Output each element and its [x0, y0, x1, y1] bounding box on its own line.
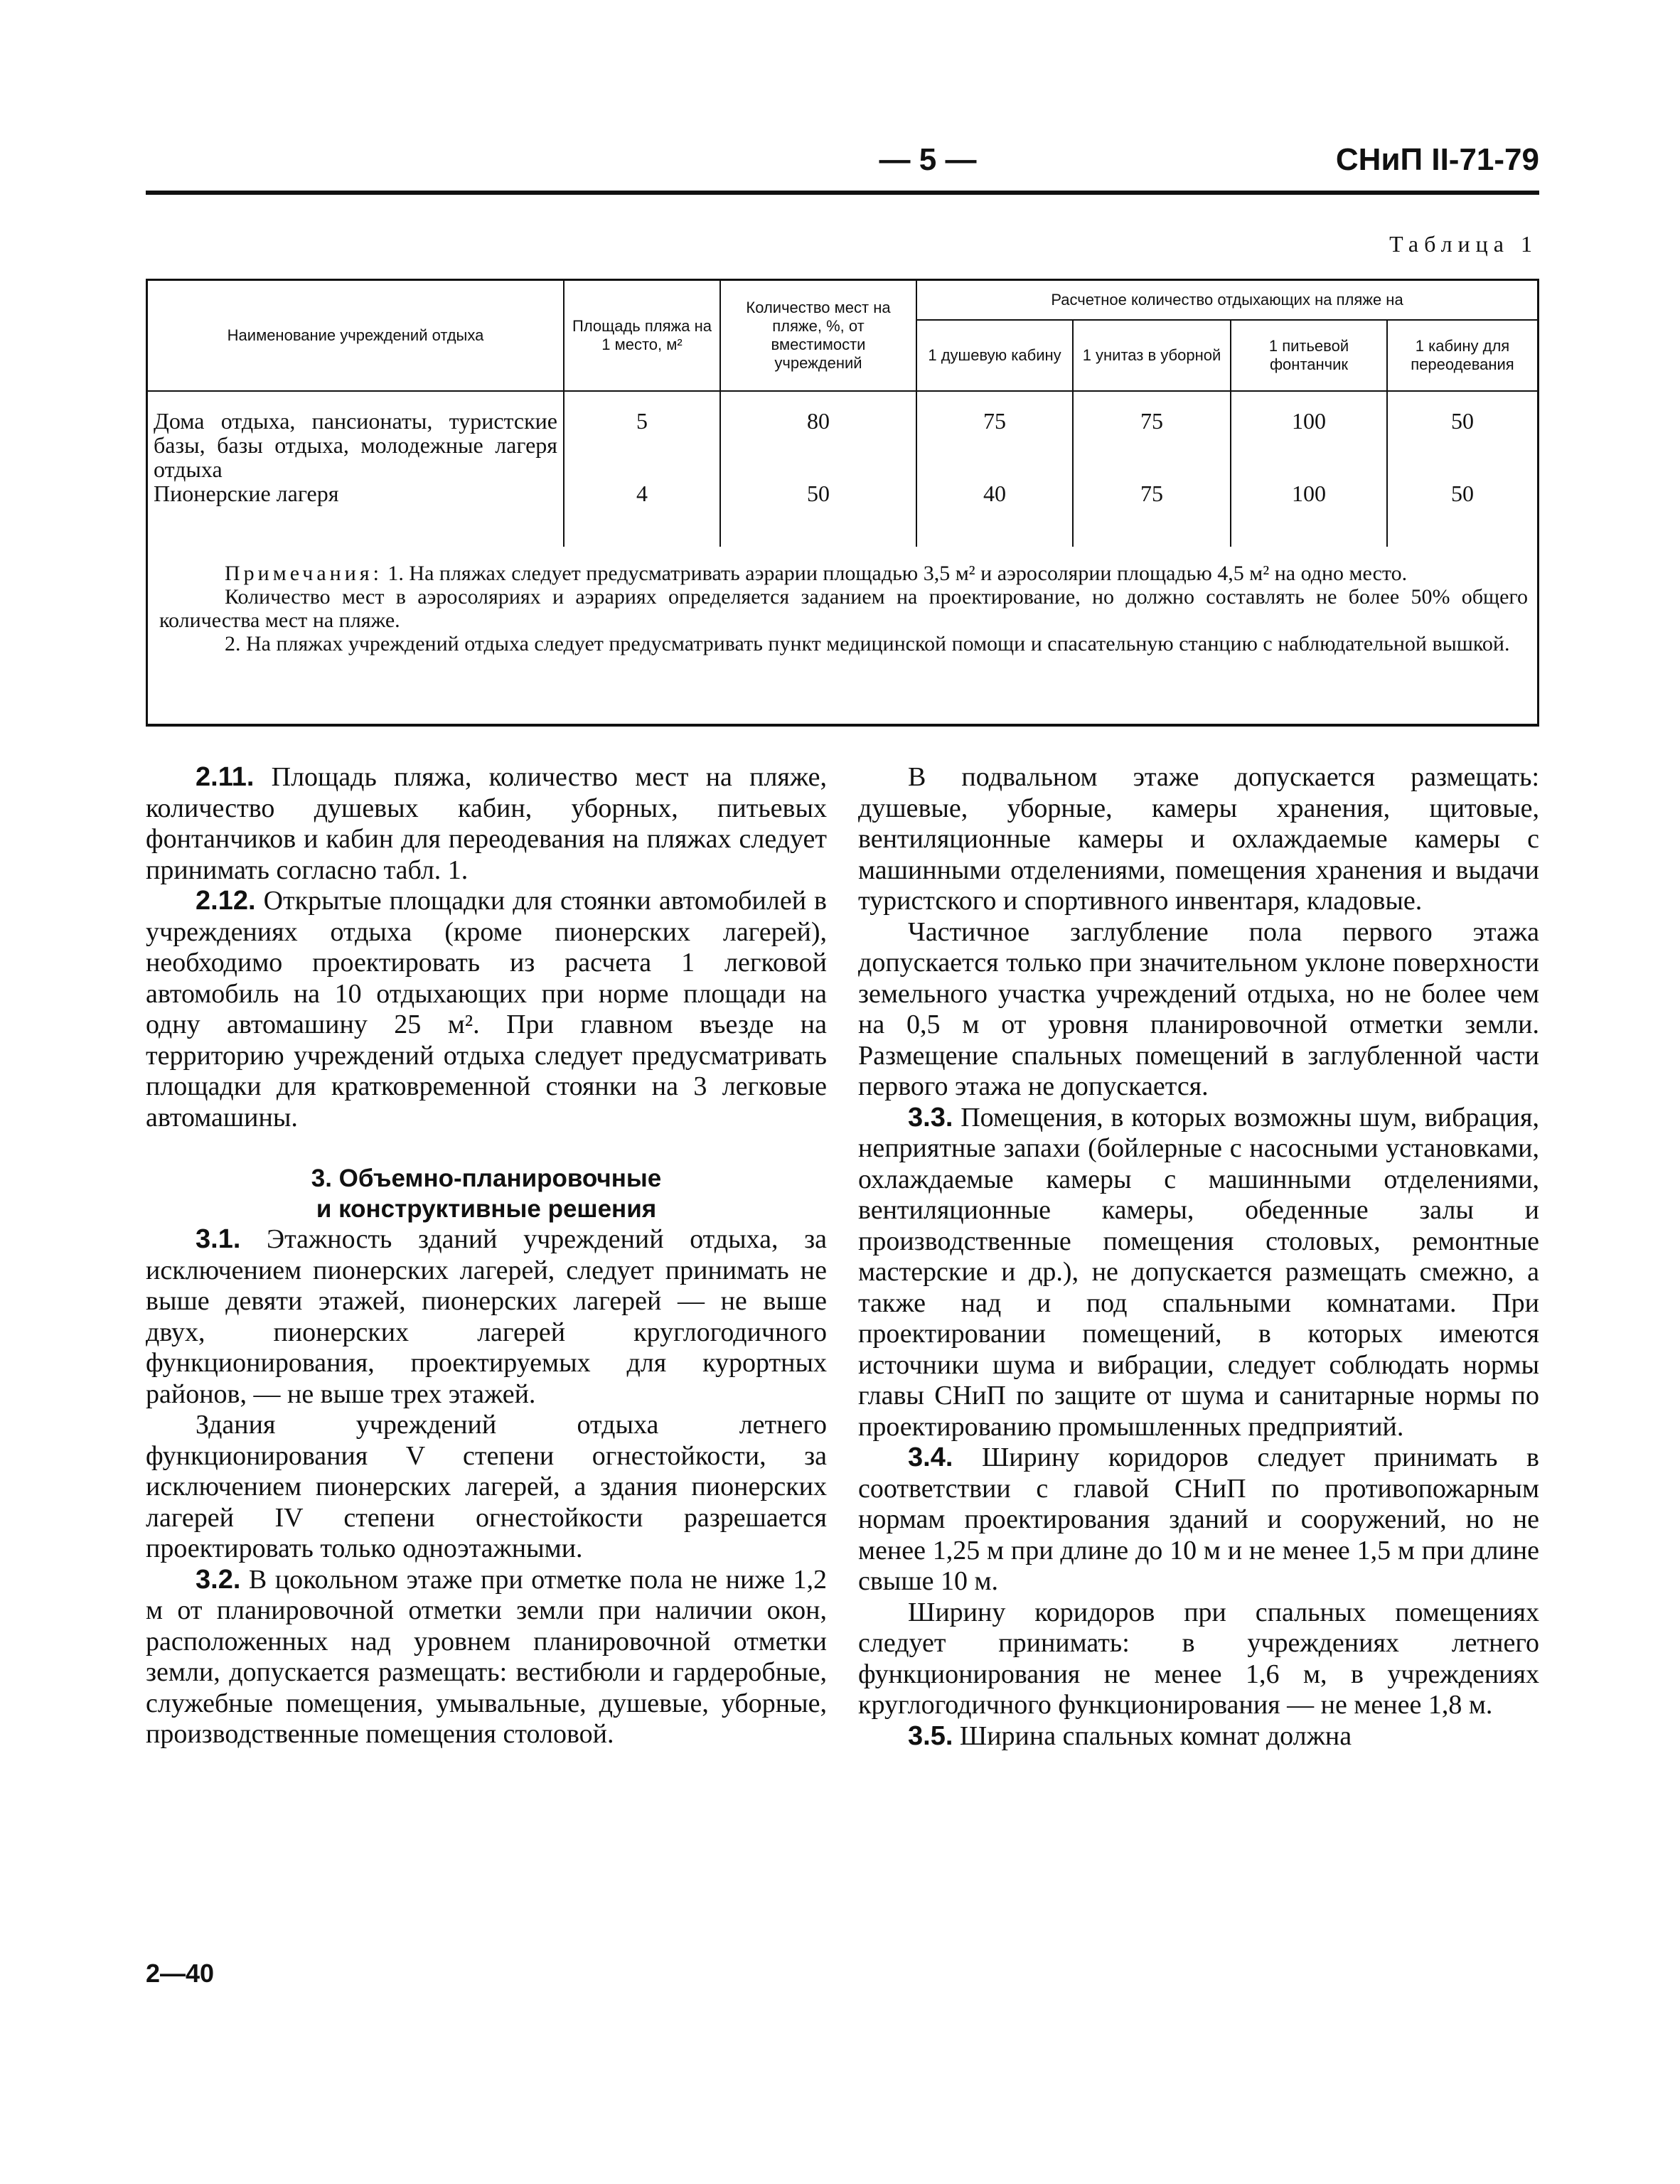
row-places: 80	[720, 409, 916, 481]
paragraph-3-3	[858, 1103, 1539, 1443]
header-rule	[146, 191, 1539, 195]
table-grid	[148, 281, 1537, 547]
section-title	[146, 1163, 827, 1224]
header-beach-area: Площадь пляжа на 1 место, м²	[564, 281, 720, 391]
row-name: Пионерские лагеря	[148, 481, 564, 505]
row-toilet: 75	[1073, 409, 1231, 481]
clause-number: 3.2.	[196, 1564, 241, 1595]
row-fountain: 100	[1231, 481, 1387, 505]
table-caption: Таблица 1	[1389, 231, 1538, 257]
table-notes	[159, 562, 1528, 655]
row-shower: 75	[916, 409, 1073, 481]
clause-number: 3.5.	[908, 1720, 953, 1751]
clause-number: 2.11.	[196, 762, 255, 792]
table-row	[148, 409, 1537, 481]
paragraph-2-12	[146, 886, 827, 1133]
section-title-line-2: и конструктивные решения	[316, 1195, 657, 1223]
paragraph-text: Ширину коридоров следует принимать в соответствии с главой СНиП по противопожарным нормам проектирования зданий и сооружений, но не менее 1,25 м при длине до 10 м и не менее 1,5 м при длине свыше 10 м.	[858, 1442, 1539, 1596]
paragraph-3-1	[146, 1224, 827, 1410]
table-row	[148, 481, 1537, 505]
paragraph-text: Открытые площадки для стоянки автомобилей в учреждениях отдыха (кроме пионерских лагерей), необходимо проектировать из расчета 1 легковой автомобиль на 10 отдыхающих при норме площади на одну автомашину 25 м². При главном въезде на территорию учреждений отдыха следует предусматривать площадки для кратковременной стоянки на 3 легковые автомашины.	[146, 886, 828, 1133]
note-2: 2. На пляжах учреждений отдыха следует предусматривать пункт медицинской помощи и спасательную станцию с наблюдательной вышкой.	[225, 632, 1510, 655]
clause-number: 3.4.	[908, 1442, 953, 1472]
row-cabin: 50	[1387, 409, 1537, 481]
row-toilet: 75	[1073, 481, 1231, 505]
paragraph-text: Ширина спальных комнат должна	[959, 1720, 1352, 1751]
note-1	[159, 562, 1528, 585]
header-institution-name: Наименование учреждений отдыха	[148, 281, 564, 391]
note-1-text: 1. На пляжах следует предусматривать аэрарии площадью 3,5 м² и аэросолярии площадью 4,5 м² на одно место.	[387, 562, 1408, 585]
note-1b: Количество мест в аэросоляриях и аэрариях определяется заданием на проектирование, но должно составлять не более 50% общего количества мест на пляже.	[159, 585, 1528, 632]
clause-number: 3.1.	[196, 1224, 241, 1254]
paragraph-3-1b: Здания учреждений отдыха летнего функционирования V степени огнестойкости, за исключением пионерских лагерей, а здания пионерских лагерей IV степени огнестойкости разрешается проектировать только одноэтажными.	[146, 1410, 827, 1563]
header-calculated-count: Расчетное количество отдыхающих на пляже на	[916, 281, 1537, 320]
row-area: 4	[564, 481, 720, 505]
header-places-percent: Количество мест на пляже, %, от вместимости учреждений	[720, 281, 916, 391]
paragraph-3-4b: Ширину коридоров при спальных помещениях следует принимать: в учреждениях летнего функционирования не менее 1,6 м, в учреждениях круглогодичного функционирования — не менее 1,8 м.	[858, 1597, 1539, 1720]
section-title-line-1: 3. Объемно-планировочные	[311, 1165, 662, 1192]
paragraph-2-11	[146, 762, 827, 886]
paragraph-3-5	[858, 1721, 1539, 1752]
header-drinking-fountain: 1 питьевой фонтанчик	[1231, 320, 1387, 391]
paragraph-text: Помещения, в которых возможны шум, вибрация, неприятные запахи (бойлерные с насосными установками, охлаждаемые камеры с машинными отделениями, вентиляционные камеры, обеденные залы и производственные помещения столовых, ремонтные мастерские и др.), не допускается размещать смежно, а также над и под спальными комнатами. При проектировании помещений, в которых имеются источники шума и вибрации, следует соблюдать нормы главы СНиП по защите от шума и санитарные нормы по проектированию промышленных предприятий.	[858, 1102, 1539, 1442]
paragraph-basement: В подвальном этаже допускается размещать: душевые, уборные, камеры хранения, щитовые, вентиляционные камеры и охлаждаемые камеры с машинными отделениями, помещения хранения и выдачи туристского и спортивного инвентаря, кладовые.	[858, 762, 1539, 916]
paragraph-3-2	[146, 1565, 827, 1750]
document-code: СНиП II-71-79	[1335, 142, 1539, 177]
row-shower: 40	[916, 481, 1073, 505]
beach-norms-table	[146, 279, 1539, 727]
paragraph-partial-deepening: Частичное заглубление пола первого этажа допускается только при значительном уклоне поверхности земельного участка учреждений отдыха, но не более чем на 0,5 м от уровня планировочной отметки земли. Размещение спальных помещений в заглубленной части первого этажа не допускается.	[858, 916, 1539, 1101]
right-column	[858, 762, 1539, 1752]
header-changing-cabin: 1 кабину для переодевания	[1387, 320, 1537, 391]
paragraph-text: Площадь пляжа, количество мест на пляже, количество душевых кабин, уборных, питьевых фонтанчиков и кабин для переодевания на пляжах следует принимать согласно табл. 1.	[146, 762, 828, 885]
paragraph-3-4	[858, 1442, 1539, 1597]
clause-number: 3.3.	[908, 1102, 953, 1133]
row-fountain: 100	[1231, 409, 1387, 481]
signature-mark: 2—40	[146, 1959, 215, 1988]
paragraph-text: Этажность зданий учреждений отдыха, за исключением пионерских лагерей, следует принимать не выше девяти этажей, пионерских лагерей — не выше двух, пионерских лагерей круглогодичного функционирования, проектируемых для курортных районов, — не выше трех этажей.	[146, 1224, 828, 1409]
page-number: — 5 —	[879, 142, 977, 177]
row-area: 5	[564, 409, 720, 481]
row-cabin: 50	[1387, 481, 1537, 505]
page-header	[146, 142, 1539, 192]
header-shower-cabin: 1 душевую кабину	[916, 320, 1073, 391]
left-column	[146, 762, 827, 1750]
notes-label: Примечания:	[225, 562, 382, 585]
paragraph-text: В цокольном этаже при отметке пола не ниже 1,2 м от планировочной отметки земли при наличии окон, расположенных над уровнем планировочной отметки земли, допускается размещать: вестибюли и гардеробные, служебные помещения, умывальные, душевые, уборные, производственные помещения столовой.	[146, 1564, 827, 1749]
row-places: 50	[720, 481, 916, 505]
clause-number: 2.12.	[196, 886, 256, 916]
row-name: Дома отдыха, пансионаты, туристские базы, базы отдыха, молодежные лагеря отдыха	[148, 409, 564, 481]
header-toilet: 1 унитаз в уборной	[1073, 320, 1231, 391]
